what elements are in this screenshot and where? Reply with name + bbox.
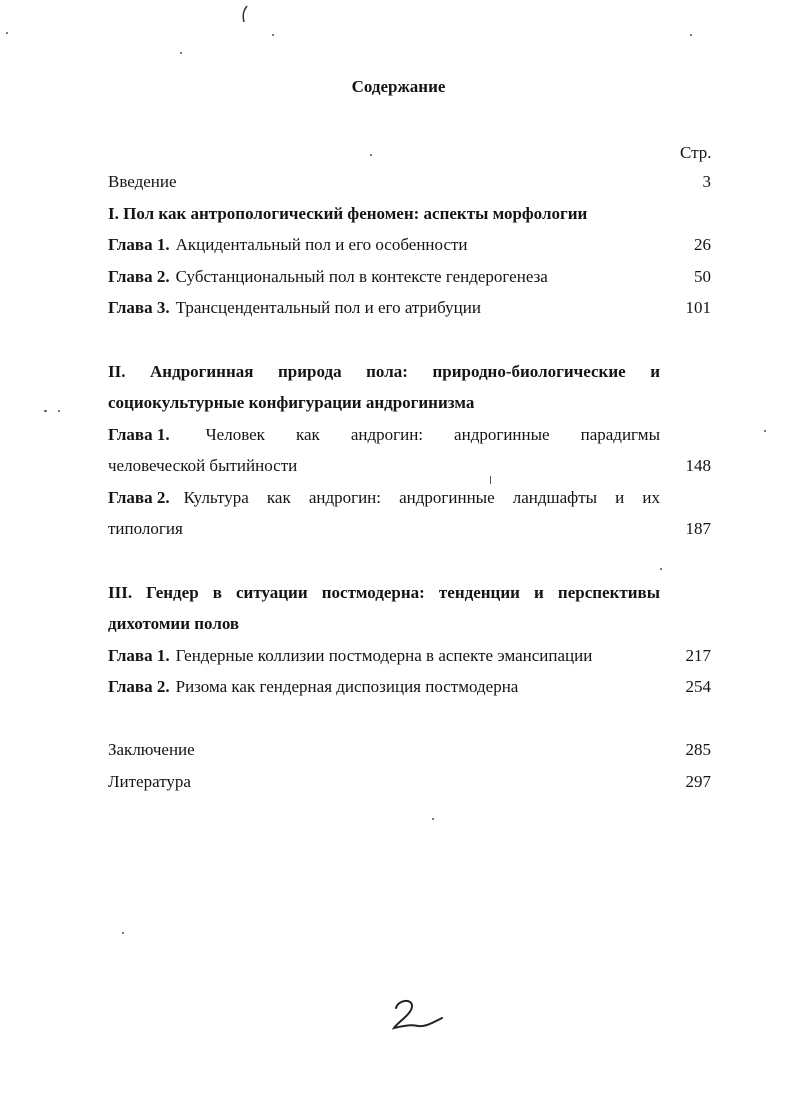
scan-speck (690, 34, 692, 36)
chapter-title-continued: типология (108, 519, 183, 538)
page-column-header: Стр. (680, 143, 712, 162)
scan-speck (122, 932, 124, 934)
part-heading-text: II. Андрогинная природа пола: природно-биологические и (108, 362, 660, 381)
chapter-title: Акцидентальный пол и его особенности (175, 235, 468, 254)
scan-speck (764, 430, 766, 432)
page-title: Содержание (351, 77, 446, 96)
toc-page-number: 50 (694, 267, 711, 286)
scan-mark (238, 4, 252, 26)
chapter-label: Глава 3. (108, 298, 170, 317)
chapter-label: Глава 2. (108, 677, 170, 696)
toc-page-number: 3 (702, 172, 711, 191)
toc-page-number: 217 (685, 646, 711, 665)
toc-page-number: 187 (685, 519, 711, 538)
part-heading-text: I. Пол как антропологический феномен: аспекты морфологии (108, 204, 588, 223)
toc-page-number: 148 (685, 456, 711, 475)
chapter-label: Глава 2. (108, 488, 170, 507)
toc-page-number: 26 (694, 235, 711, 254)
toc-page-number: 254 (685, 677, 711, 696)
scan-speck (370, 154, 372, 156)
chapter-title-continued: человеческой бытийности (108, 456, 298, 475)
toc-page-number: 101 (685, 298, 711, 317)
scan-speck (6, 32, 8, 34)
handwritten-page-number (388, 996, 448, 1036)
part-heading-text: социокультурные конфигурации андрогинизма (108, 393, 475, 412)
toc-page-number: 285 (685, 740, 711, 759)
toc-page-number: 297 (685, 772, 711, 791)
chapter-label: Глава 2. (108, 267, 170, 286)
chapter-label: Глава 1. (108, 235, 170, 254)
toc-entry-text: Заключение (108, 740, 195, 759)
scan-speck (180, 52, 182, 54)
chapter-label: Глава 1. (108, 646, 170, 665)
toc-entry-text: Литература (108, 772, 191, 791)
chapter-label: Глава 1. (108, 425, 170, 444)
scan-speck (432, 818, 434, 820)
scan-speck (58, 410, 60, 412)
part-heading-text: дихотомии полов (108, 614, 240, 633)
chapter-title: Субстанциональный пол в контексте гендерогенеза (175, 267, 548, 286)
chapter-title: Трансцендентальный пол и его атрибуции (175, 298, 481, 317)
chapter-title: Гендерные коллизии постмодерна в аспекте эмансипации (175, 646, 593, 665)
scan-speck (660, 568, 662, 570)
scan-speck (490, 476, 491, 484)
chapter-title: Ризома как гендерная диспозиция постмодерна (175, 677, 519, 696)
chapter-title: Человек как андрогин: андрогинные парадигмы (205, 425, 660, 444)
scan-speck (44, 410, 47, 412)
toc-entry-text: Введение (108, 172, 177, 191)
chapter-title: Культура как андрогин: андрогинные ландшафты и их (183, 488, 660, 507)
scan-speck (272, 34, 274, 36)
part-heading-text: III. Гендер в ситуации постмодерна: тенденции и перспективы (108, 583, 660, 602)
